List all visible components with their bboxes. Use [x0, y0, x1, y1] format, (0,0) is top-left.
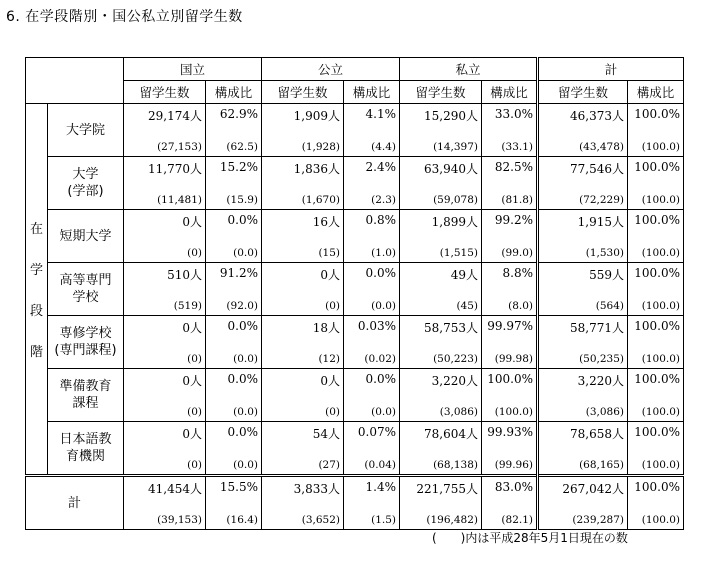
prev-ratio-value: (0.0)	[344, 395, 400, 422]
prev-count-value: (3,086)	[538, 395, 628, 422]
ratio-value: 4.1%	[344, 104, 400, 131]
row-category: 大学 (学部)	[48, 157, 124, 210]
prev-ratio-value: (100.0)	[628, 503, 684, 530]
prev-count-value: (43,478)	[538, 130, 628, 157]
prev-ratio-value: (1.0)	[344, 236, 400, 263]
ratio-value: 0.0%	[344, 369, 400, 396]
prev-ratio-value: (33.1)	[482, 130, 538, 157]
count-value: 0人	[262, 263, 344, 290]
row-category: 大学院	[48, 104, 124, 157]
prev-count-value: (27)	[262, 448, 344, 476]
prev-count-value: (39,153)	[124, 503, 206, 530]
prev-ratio-value: (0.0)	[206, 448, 262, 476]
count-value: 58,771人	[538, 316, 628, 343]
corner-cell	[26, 58, 124, 104]
prev-count-value: (0)	[124, 448, 206, 476]
table-row	[26, 210, 684, 237]
prev-ratio-value: (0.0)	[206, 342, 262, 369]
count-value: 1,899人	[400, 210, 482, 237]
ratio-value: 82.5%	[482, 157, 538, 184]
count-value: 58,753人	[400, 316, 482, 343]
prev-ratio-value: (92.0)	[206, 289, 262, 316]
count-value: 41,454人	[124, 476, 206, 504]
count-value: 3,220人	[400, 369, 482, 396]
ratio-value: 8.8%	[482, 263, 538, 290]
prev-ratio-value: (99.98)	[482, 342, 538, 369]
ratio-value: 100.0%	[482, 369, 538, 396]
prev-ratio-value: (100.0)	[628, 236, 684, 263]
students-table	[25, 57, 684, 530]
group-header: 計	[538, 58, 684, 81]
side-label	[26, 104, 48, 476]
side-label-char: 学	[29, 263, 43, 278]
prev-count-value: (1,928)	[262, 130, 344, 157]
page-title: 6. 在学段階別・国公私立別留学生数	[6, 9, 243, 25]
prev-ratio-value: (0.04)	[344, 448, 400, 476]
count-header: 留学生数	[124, 81, 206, 104]
prev-ratio-value: (82.1)	[482, 503, 538, 530]
count-value: 1,836人	[262, 157, 344, 184]
prev-ratio-value: (99.0)	[482, 236, 538, 263]
prev-ratio-value: (100.0)	[628, 448, 684, 476]
prev-ratio-value: (8.0)	[482, 289, 538, 316]
table-row	[26, 104, 684, 131]
total-prev-row	[26, 503, 684, 530]
table-row	[26, 316, 684, 343]
prev-ratio-value: (0.0)	[344, 289, 400, 316]
ratio-header: 構成比	[344, 81, 400, 104]
count-value: 77,546人	[538, 157, 628, 184]
group-header: 私立	[400, 58, 538, 81]
count-value: 1,909人	[262, 104, 344, 131]
ratio-value: 33.0%	[482, 104, 538, 131]
group-header: 国立	[124, 58, 262, 81]
ratio-value: 100.0%	[628, 476, 684, 504]
ratio-value: 0.0%	[206, 422, 262, 449]
prev-ratio-value: (100.0)	[628, 130, 684, 157]
count-value: 3,833人	[262, 476, 344, 504]
prev-ratio-value: (2.3)	[344, 183, 400, 210]
count-value: 559人	[538, 263, 628, 290]
ratio-value: 15.2%	[206, 157, 262, 184]
side-label-char: 階	[29, 345, 43, 360]
side-label-char: 在	[29, 222, 43, 237]
prev-ratio-value: (16.4)	[206, 503, 262, 530]
side-label-char: 段	[29, 304, 43, 319]
table-row-prev	[26, 448, 684, 476]
prev-count-value: (15)	[262, 236, 344, 263]
prev-count-value: (1,515)	[400, 236, 482, 263]
prev-ratio-value: (0.02)	[344, 342, 400, 369]
prev-count-value: (72,229)	[538, 183, 628, 210]
footnote: ( )内は平成28年5月1日現在の数	[432, 531, 628, 545]
prev-count-value: (519)	[124, 289, 206, 316]
count-value: 63,940人	[400, 157, 482, 184]
prev-count-value: (68,138)	[400, 448, 482, 476]
count-header: 留学生数	[262, 81, 344, 104]
count-value: 18人	[262, 316, 344, 343]
prev-ratio-value: (4.4)	[344, 130, 400, 157]
prev-count-value: (50,235)	[538, 342, 628, 369]
ratio-value: 62.9%	[206, 104, 262, 131]
ratio-header: 構成比	[628, 81, 684, 104]
ratio-value: 100.0%	[628, 316, 684, 343]
prev-ratio-value: (15.9)	[206, 183, 262, 210]
sub-header-row	[26, 81, 684, 104]
prev-count-value: (0)	[262, 395, 344, 422]
prev-count-value: (45)	[400, 289, 482, 316]
count-value: 0人	[124, 210, 206, 237]
prev-ratio-value: (100.0)	[482, 395, 538, 422]
prev-count-value: (50,223)	[400, 342, 482, 369]
ratio-value: 0.03%	[344, 316, 400, 343]
ratio-value: 100.0%	[628, 263, 684, 290]
count-value: 11,770人	[124, 157, 206, 184]
ratio-value: 83.0%	[482, 476, 538, 504]
table-row-prev	[26, 130, 684, 157]
table-row-prev	[26, 342, 684, 369]
table-row-prev	[26, 289, 684, 316]
table-row	[26, 157, 684, 184]
prev-count-value: (0)	[124, 236, 206, 263]
ratio-value: 100.0%	[628, 422, 684, 449]
ratio-header: 構成比	[206, 81, 262, 104]
prev-count-value: (0)	[124, 342, 206, 369]
prev-ratio-value: (99.96)	[482, 448, 538, 476]
count-header: 留学生数	[400, 81, 482, 104]
ratio-value: 0.07%	[344, 422, 400, 449]
table-row	[26, 369, 684, 396]
prev-count-value: (27,153)	[124, 130, 206, 157]
prev-count-value: (14,397)	[400, 130, 482, 157]
ratio-value: 1.4%	[344, 476, 400, 504]
prev-count-value: (196,482)	[400, 503, 482, 530]
prev-count-value: (3,652)	[262, 503, 344, 530]
prev-count-value: (1,670)	[262, 183, 344, 210]
table-row-prev	[26, 183, 684, 210]
count-header: 留学生数	[538, 81, 628, 104]
ratio-value: 0.0%	[206, 210, 262, 237]
count-value: 0人	[124, 316, 206, 343]
prev-count-value: (564)	[538, 289, 628, 316]
ratio-value: 99.2%	[482, 210, 538, 237]
group-header-row	[26, 58, 684, 81]
prev-ratio-value: (62.5)	[206, 130, 262, 157]
row-category: 専修学校 (専門課程)	[48, 316, 124, 369]
prev-ratio-value: (100.0)	[628, 395, 684, 422]
count-value: 29,174人	[124, 104, 206, 131]
prev-count-value: (11,481)	[124, 183, 206, 210]
prev-count-value: (0)	[124, 395, 206, 422]
ratio-value: 0.8%	[344, 210, 400, 237]
row-category: 計	[26, 476, 124, 530]
row-category: 短期大学	[48, 210, 124, 263]
ratio-value: 100.0%	[628, 210, 684, 237]
ratio-value: 91.2%	[206, 263, 262, 290]
ratio-value: 0.0%	[206, 369, 262, 396]
prev-ratio-value: (0.0)	[206, 236, 262, 263]
count-value: 0人	[262, 369, 344, 396]
table-row	[26, 263, 684, 290]
prev-count-value: (3,086)	[400, 395, 482, 422]
row-category: 準備教育 課程	[48, 369, 124, 422]
prev-ratio-value: (100.0)	[628, 342, 684, 369]
prev-count-value: (59,078)	[400, 183, 482, 210]
ratio-value: 0.0%	[206, 316, 262, 343]
ratio-value: 2.4%	[344, 157, 400, 184]
group-header: 公立	[262, 58, 400, 81]
ratio-value: 15.5%	[206, 476, 262, 504]
ratio-value: 99.93%	[482, 422, 538, 449]
prev-ratio-value: (0.0)	[206, 395, 262, 422]
prev-ratio-value: (1.5)	[344, 503, 400, 530]
prev-count-value: (239,287)	[538, 503, 628, 530]
table-row-prev	[26, 236, 684, 263]
table-row-prev	[26, 395, 684, 422]
count-value: 3,220人	[538, 369, 628, 396]
count-value: 54人	[262, 422, 344, 449]
count-value: 46,373人	[538, 104, 628, 131]
prev-count-value: (12)	[262, 342, 344, 369]
ratio-header: 構成比	[482, 81, 538, 104]
total-row	[26, 476, 684, 504]
prev-count-value: (0)	[262, 289, 344, 316]
count-value: 78,658人	[538, 422, 628, 449]
prev-ratio-value: (100.0)	[628, 183, 684, 210]
prev-count-value: (1,530)	[538, 236, 628, 263]
table-row	[26, 422, 684, 449]
prev-count-value: (68,165)	[538, 448, 628, 476]
prev-ratio-value: (100.0)	[628, 289, 684, 316]
count-value: 16人	[262, 210, 344, 237]
row-category: 日本語教 育機関	[48, 422, 124, 476]
ratio-value: 100.0%	[628, 369, 684, 396]
count-value: 267,042人	[538, 476, 628, 504]
ratio-value: 100.0%	[628, 104, 684, 131]
count-value: 15,290人	[400, 104, 482, 131]
count-value: 221,755人	[400, 476, 482, 504]
count-value: 0人	[124, 369, 206, 396]
ratio-value: 99.97%	[482, 316, 538, 343]
prev-ratio-value: (81.8)	[482, 183, 538, 210]
count-value: 1,915人	[538, 210, 628, 237]
count-value: 510人	[124, 263, 206, 290]
ratio-value: 0.0%	[344, 263, 400, 290]
count-value: 78,604人	[400, 422, 482, 449]
ratio-value: 100.0%	[628, 157, 684, 184]
count-value: 0人	[124, 422, 206, 449]
row-category: 高等専門 学校	[48, 263, 124, 316]
count-value: 49人	[400, 263, 482, 290]
